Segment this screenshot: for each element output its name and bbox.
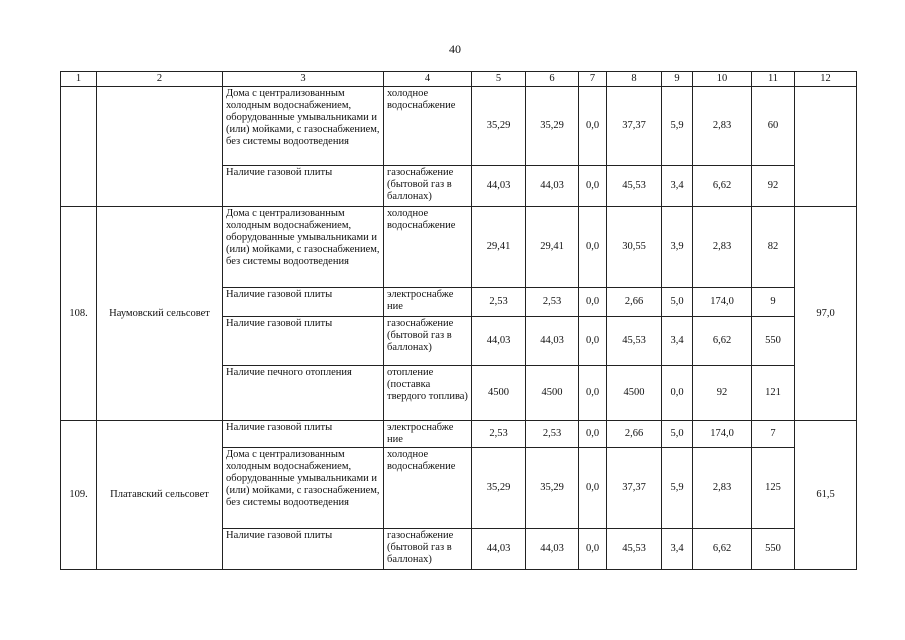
value-cell: 0,0 <box>579 288 607 317</box>
value-cell: 0,0 <box>579 448 607 529</box>
value-cell: 2,53 <box>472 421 526 448</box>
value-cell: 35,29 <box>526 448 579 529</box>
service-cell: электроснабже ние <box>384 421 472 448</box>
value-cell: 37,37 <box>607 448 662 529</box>
value-cell: 45,53 <box>607 529 662 570</box>
header-cell: 6 <box>526 72 579 87</box>
header-cell: 2 <box>97 72 223 87</box>
header-row <box>61 72 857 87</box>
header-cell: 3 <box>223 72 384 87</box>
value-cell: 0,0 <box>579 207 607 288</box>
row-number-cell: 108. <box>61 207 97 421</box>
service-cell: холодное водоснабжение <box>384 207 472 288</box>
value-cell: 35,29 <box>472 87 526 166</box>
housing-type-cell: Дома с централизованным холодным водоснабжением, оборудованные умывальниками и (или) мойками, с газоснабжением, без системы водоотведения <box>223 207 384 288</box>
value-cell: 0,0 <box>579 529 607 570</box>
value-cell: 6,62 <box>693 166 752 207</box>
service-cell: газоснабжение (бытовой газ в баллонах) <box>384 317 472 366</box>
total-cell <box>795 87 857 207</box>
value-cell: 35,29 <box>472 448 526 529</box>
header-cell: 12 <box>795 72 857 87</box>
value-cell: 2,66 <box>607 421 662 448</box>
value-cell: 5,0 <box>662 288 693 317</box>
value-cell: 44,03 <box>526 317 579 366</box>
header-cell: 7 <box>579 72 607 87</box>
value-cell: 35,29 <box>526 87 579 166</box>
service-cell: холодное водоснабжение <box>384 448 472 529</box>
housing-type-cell: Дома с централизованным холодным водоснабжением, оборудованные умывальниками и (или) мойками, с газоснабжением, без системы водоотведения <box>223 448 384 529</box>
value-cell: 0,0 <box>662 366 693 421</box>
header-cell: 4 <box>384 72 472 87</box>
header-cell: 9 <box>662 72 693 87</box>
value-cell: 121 <box>752 366 795 421</box>
value-cell: 2,53 <box>472 288 526 317</box>
table-row <box>61 87 857 166</box>
value-cell: 6,62 <box>693 529 752 570</box>
total-cell: 61,5 <box>795 421 857 570</box>
settlement-cell: Наумовский сельсовет <box>97 207 223 421</box>
value-cell: 37,37 <box>607 87 662 166</box>
service-cell: холодное водоснабжение <box>384 87 472 166</box>
value-cell: 0,0 <box>579 166 607 207</box>
housing-type-cell: Дома с централизованным холодным водоснабжением, оборудованные умывальниками и (или) мойками, с газоснабжением, без системы водоотведения <box>223 87 384 166</box>
header-cell: 11 <box>752 72 795 87</box>
header-cell: 8 <box>607 72 662 87</box>
value-cell: 45,53 <box>607 166 662 207</box>
value-cell: 82 <box>752 207 795 288</box>
housing-type-cell: Наличие печного отопления <box>223 366 384 421</box>
value-cell: 2,83 <box>693 207 752 288</box>
row-number-cell <box>61 87 97 207</box>
value-cell: 3,9 <box>662 207 693 288</box>
service-cell: отопление (поставка твердого топлива) <box>384 366 472 421</box>
housing-type-cell: Наличие газовой плиты <box>223 317 384 366</box>
header-cell: 10 <box>693 72 752 87</box>
value-cell: 6,62 <box>693 317 752 366</box>
value-cell: 0,0 <box>579 317 607 366</box>
value-cell: 0,0 <box>579 421 607 448</box>
value-cell: 174,0 <box>693 421 752 448</box>
value-cell: 550 <box>752 317 795 366</box>
header-cell: 1 <box>61 72 97 87</box>
value-cell: 92 <box>752 166 795 207</box>
value-cell: 550 <box>752 529 795 570</box>
value-cell: 4500 <box>607 366 662 421</box>
page-number: 40 <box>449 42 461 56</box>
value-cell: 125 <box>752 448 795 529</box>
value-cell: 44,03 <box>472 529 526 570</box>
value-cell: 29,41 <box>472 207 526 288</box>
table-row <box>61 421 857 448</box>
header-cell: 5 <box>472 72 526 87</box>
value-cell: 174,0 <box>693 288 752 317</box>
value-cell: 44,03 <box>472 317 526 366</box>
value-cell: 44,03 <box>526 166 579 207</box>
value-cell: 2,83 <box>693 87 752 166</box>
housing-type-cell: Наличие газовой плиты <box>223 288 384 317</box>
value-cell: 45,53 <box>607 317 662 366</box>
value-cell: 2,83 <box>693 448 752 529</box>
housing-type-cell: Наличие газовой плиты <box>223 421 384 448</box>
value-cell: 3,4 <box>662 317 693 366</box>
value-cell: 2,66 <box>607 288 662 317</box>
value-cell: 4500 <box>472 366 526 421</box>
value-cell: 5,0 <box>662 421 693 448</box>
tariff-table <box>60 71 857 570</box>
value-cell: 5,9 <box>662 87 693 166</box>
table-row <box>61 207 857 288</box>
value-cell: 5,9 <box>662 448 693 529</box>
settlement-cell <box>97 87 223 207</box>
value-cell: 44,03 <box>526 529 579 570</box>
value-cell: 7 <box>752 421 795 448</box>
value-cell: 92 <box>693 366 752 421</box>
value-cell: 2,53 <box>526 421 579 448</box>
value-cell: 9 <box>752 288 795 317</box>
row-number-cell: 109. <box>61 421 97 570</box>
value-cell: 44,03 <box>472 166 526 207</box>
value-cell: 4500 <box>526 366 579 421</box>
service-cell: газоснабжение (бытовой газ в баллонах) <box>384 529 472 570</box>
value-cell: 0,0 <box>579 87 607 166</box>
service-cell: газоснабжение (бытовой газ в баллонах) <box>384 166 472 207</box>
value-cell: 0,0 <box>579 366 607 421</box>
value-cell: 29,41 <box>526 207 579 288</box>
settlement-cell: Платавский сельсовет <box>97 421 223 570</box>
housing-type-cell: Наличие газовой плиты <box>223 529 384 570</box>
service-cell: электроснабже ние <box>384 288 472 317</box>
value-cell: 3,4 <box>662 166 693 207</box>
total-cell: 97,0 <box>795 207 857 421</box>
value-cell: 3,4 <box>662 529 693 570</box>
value-cell: 60 <box>752 87 795 166</box>
value-cell: 30,55 <box>607 207 662 288</box>
value-cell: 2,53 <box>526 288 579 317</box>
housing-type-cell: Наличие газовой плиты <box>223 166 384 207</box>
